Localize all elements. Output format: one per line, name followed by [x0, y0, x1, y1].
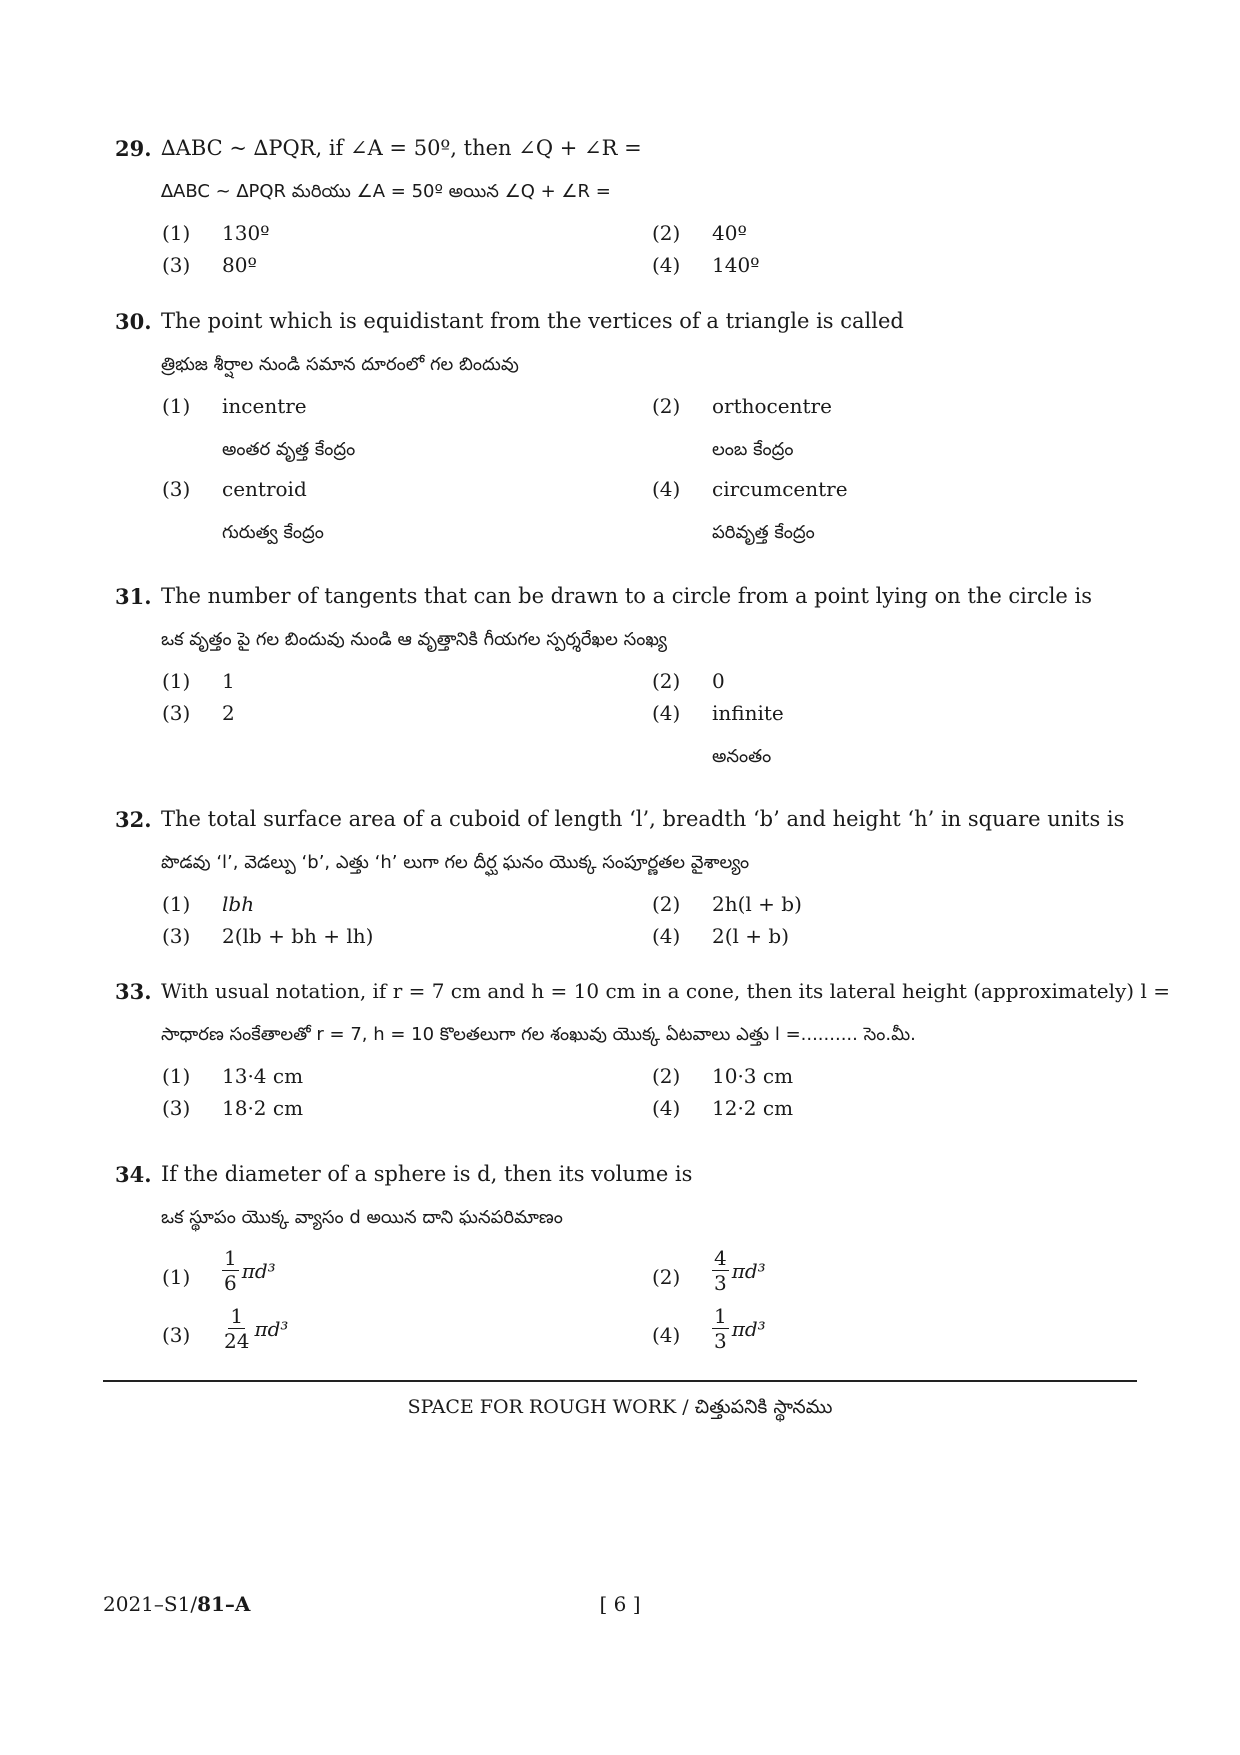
option-text[interactable]: 18·2 cm [222, 1096, 304, 1120]
option-text-telugu: అనంతం [712, 746, 772, 767]
option-number: (4) [652, 701, 681, 725]
option-formula[interactable] [712, 1246, 766, 1295]
option-number: (4) [652, 1323, 681, 1347]
paper-code-prefix: 2021–S1/ [103, 1592, 198, 1616]
option-formula[interactable] [222, 1246, 276, 1295]
page-number: [ 6 ] [599, 1592, 641, 1616]
question-text-telugu: ఒక స్థూపం యొక్క వ్యాసం d అయిన దాని ఘనపరిమాణం [161, 1207, 563, 1228]
fraction-denominator: 3 [714, 1329, 727, 1353]
divider-line [103, 1380, 1137, 1382]
formula-tail: πd³ [241, 1258, 276, 1283]
question-text-english: With usual notation, if r = 7 cm and h = 10 cm in a cone, then its lateral height (approximately) l = [161, 979, 1170, 1003]
option-number: (1) [162, 394, 191, 418]
formula-tail: πd³ [731, 1316, 766, 1341]
option-number: (1) [162, 221, 191, 245]
question-text-english: ∆ABC ~ ∆PQR, if ∠A = 50º, then ∠Q + ∠R = [161, 136, 642, 160]
option-text[interactable]: circumcentre [712, 477, 848, 501]
question-text-telugu: పొడవు ‘l’, వెడల్పు ‘b’, ఎత్తు ‘h’ లుగా గల దీర్ఘ ఘనం యొక్క సంపూర్ణతల వైశాల్యం [161, 852, 750, 873]
option-text[interactable]: 13·4 cm [222, 1064, 304, 1088]
option-number: (4) [652, 253, 681, 277]
option-text-telugu: లంబ కేంద్రం [712, 439, 794, 460]
question-text-english: The total surface area of a cuboid of length ‘l’, breadth ‘b’ and height ‘h’ in square units is [161, 807, 1125, 831]
option-text[interactable]: 1 [222, 669, 235, 693]
question-text-telugu: ∆ABC ~ ∆PQR మరియు ∠A = 50º అయిన ∠Q + ∠R = [161, 181, 611, 202]
option-text[interactable]: incentre [222, 394, 307, 418]
option-number: (1) [162, 669, 191, 693]
option-text[interactable]: centroid [222, 477, 307, 501]
option-text[interactable]: 2(l + b) [712, 924, 790, 948]
option-formula[interactable] [222, 1304, 288, 1353]
fraction-numerator: 1 [224, 1246, 237, 1270]
question-number: 33. [115, 979, 152, 1004]
option-formula[interactable] [712, 1304, 766, 1353]
rough-work-label: SPACE FOR ROUGH WORK / చిత్తుపనికి స్థానము [407, 1396, 833, 1418]
option-number: (4) [652, 924, 681, 948]
option-number: (3) [162, 1323, 191, 1347]
question-number: 31. [115, 584, 152, 609]
option-number: (3) [162, 253, 191, 277]
question-text-english: If the diameter of a sphere is d, then its volume is [161, 1162, 693, 1186]
option-number: (2) [652, 892, 681, 916]
option-text[interactable]: 80º [222, 253, 257, 277]
option-text[interactable]: 10·3 cm [712, 1064, 794, 1088]
question-number: 32. [115, 807, 152, 832]
paper-code-bold: 81–A [197, 1592, 251, 1616]
fraction-denominator: 24 [224, 1329, 250, 1353]
option-text[interactable]: 2 [222, 701, 235, 725]
formula-tail: πd³ [731, 1258, 766, 1283]
fraction-numerator: 1 [230, 1304, 244, 1328]
question-number: 34. [115, 1162, 152, 1187]
option-text[interactable]: 0 [712, 669, 725, 693]
option-number: (3) [162, 477, 191, 501]
question-number: 30. [115, 309, 152, 334]
option-text-telugu: పరివృత్త కేంద్రం [712, 522, 815, 543]
option-text-telugu: గురుత్వ కేంద్రం [222, 522, 324, 543]
question-number: 29. [115, 136, 152, 161]
question-text-english: The point which is equidistant from the vertices of a triangle is called [161, 309, 904, 333]
option-text[interactable]: orthocentre [712, 394, 832, 418]
option-number: (4) [652, 1096, 681, 1120]
option-text[interactable]: 140º [712, 253, 760, 277]
fraction-numerator: 4 [714, 1246, 727, 1270]
option-text[interactable]: 2h(l + b) [712, 892, 802, 916]
option-text[interactable]: 40º [712, 221, 747, 245]
question-text-telugu: ఒక వృత్తం పై గల బిందువు నుండి ఆ వృత్తానికి గీయగల స్పర్శరేఖల సంఖ్య [161, 629, 668, 650]
option-number: (2) [652, 1064, 681, 1088]
question-text-english: The number of tangents that can be drawn to a circle from a point lying on the circle is [161, 584, 1093, 608]
option-number: (1) [162, 1265, 191, 1289]
option-number: (2) [652, 221, 681, 245]
option-number: (4) [652, 477, 681, 501]
question-text-telugu: సాధారణ సంకేతాలతో r = 7, h = 10 కొలతలుగా గల శంఖువు యొక్క ఏటవాలు ఎత్తు l =.......... సెం.మీ. [161, 1024, 916, 1045]
option-text[interactable]: 2(lb + bh + lh) [222, 924, 374, 948]
fraction-denominator: 6 [224, 1271, 237, 1295]
option-number: (1) [162, 892, 191, 916]
option-text[interactable]: lbh [222, 892, 255, 916]
option-number: (3) [162, 924, 191, 948]
question-text-telugu: త్రిభుజ శీర్షాల నుండి సమాన దూరంలో గల బిందువు [161, 354, 519, 375]
option-number: (2) [652, 1265, 681, 1289]
formula-tail: πd³ [254, 1316, 289, 1341]
option-number: (2) [652, 669, 681, 693]
option-number: (2) [652, 394, 681, 418]
option-number: (3) [162, 1096, 191, 1120]
fraction-numerator: 1 [714, 1304, 727, 1328]
option-text[interactable]: 130º [222, 221, 270, 245]
option-text-telugu: అంతర వృత్త కేంద్రం [222, 439, 356, 460]
option-text[interactable]: infinite [712, 701, 784, 725]
option-number: (1) [162, 1064, 191, 1088]
option-text[interactable]: 12·2 cm [712, 1096, 794, 1120]
fraction-denominator: 3 [714, 1271, 727, 1295]
option-number: (3) [162, 701, 191, 725]
